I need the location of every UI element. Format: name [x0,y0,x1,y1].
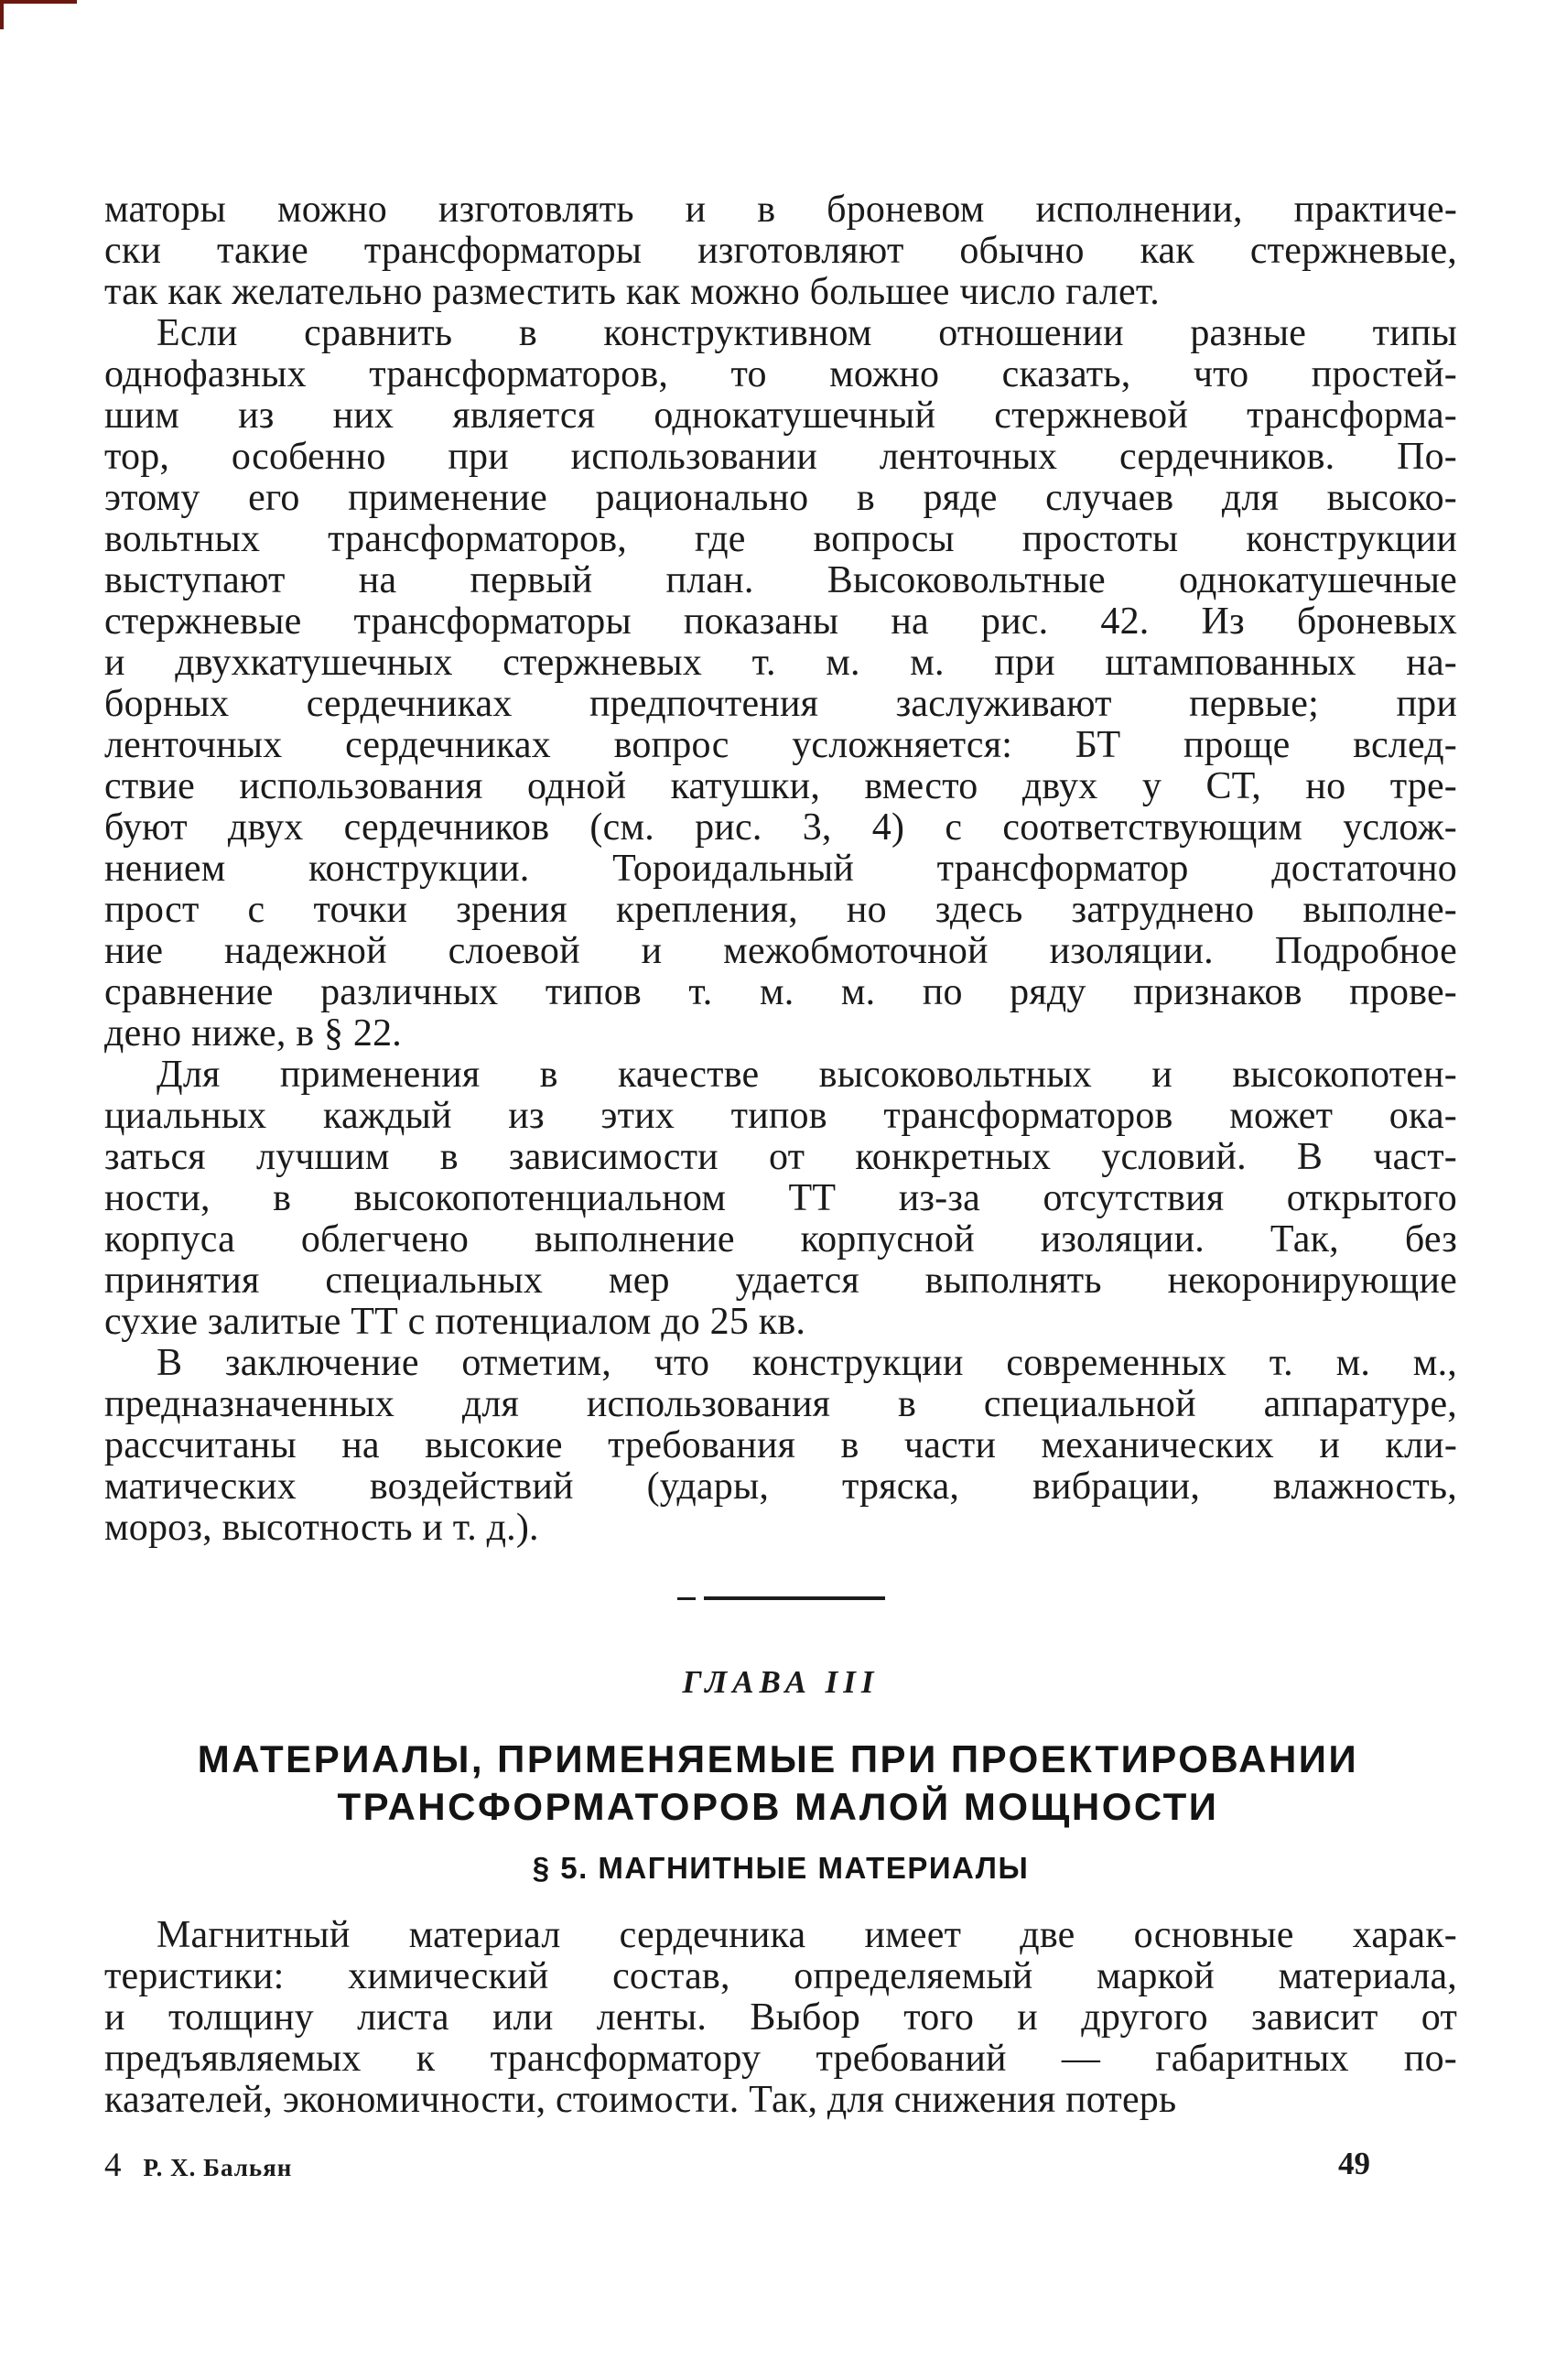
signature-author-name: Р. Х. Бальян [143,2154,293,2181]
chapter-title-line1: МАТЕРИАЛЫ, ПРИМЕНЯЕМЫЕ ПРИ ПРОЕКТИРОВАНИИ [197,1737,1359,1780]
section-divider [104,1596,1457,1600]
text-line: ние надежной слоевой и межобмоточной изоляции. Подробное [104,930,1457,972]
text-line: шим из них является однокатушечный стержневой трансформа- [104,395,1457,437]
page-number: 49 [1338,2146,1370,2181]
main-text-block [104,189,1457,1549]
text-line: предъявляемых к трансформатору требований — габаритных по- [104,2038,1457,2080]
text-line: ствие использования одной катушки, вместо двух у СТ, но тре- [104,765,1457,807]
text-line: дено ниже, в § 22. [104,1012,402,1055]
section-heading: § 5. МАГНИТНЫЕ МАТЕРИАЛЫ [532,1851,1030,1885]
section-text-block [104,1915,1457,2121]
paragraph [104,189,1457,313]
text-line: ски такие трансформаторы изготовляют обычно как стержневые, [104,230,1457,272]
scan-artifact-left-edge [0,0,4,29]
signature-number: 4 [104,2147,122,2184]
text-line: ленточных сердечниках вопрос усложняется: БТ проще вслед- [104,724,1457,766]
paragraph [104,313,1457,1055]
text-line: выступают на первый план. Высоковольтные однокатушечные [104,559,1457,601]
text-line: принятия специальных мер удается выполнять некоронирующие [104,1260,1457,1302]
text-line: буют двух сердечников (см. рис. 3, 4) с соответствующим услож- [104,806,1457,849]
text-line: мороз, высотность и т. д.). [104,1507,539,1549]
paragraph [104,1343,1457,1549]
footer-signature [104,2146,292,2185]
text-line: и толщину листа или ленты. Выбор того и другого зависит от [104,1996,1457,2039]
text-line: заться лучшим в зависимости от конкретных условий. В част- [104,1136,1457,1178]
text-line: этому его применение рационально в ряде случаев для высоко- [104,477,1457,519]
chapter-title-line2: ТРАНСФОРМАТОРОВ МАЛОЙ МОЩНОСТИ [337,1785,1219,1828]
divider-bar [704,1596,885,1600]
text-line: корпуса облегчено выполнение корпусной изоляции. Так, без [104,1218,1457,1260]
text-line: теристики: химический состав, определяемый маркой материала, [104,1955,1457,1997]
text-line: прост с точки зрения крепления, но здесь затруднено выполне- [104,889,1457,931]
text-line: Если сравнить в конструктивном отношении разные типы [157,312,1457,354]
paragraph [104,1055,1457,1343]
text-line: В заключение отметим, что конструкции современных т. м. м., [157,1342,1457,1384]
text-line: сухие залитые ТТ с потенциалом до 25 кв. [104,1301,806,1343]
scan-artifact-top-edge [0,0,77,4]
text-line: однофазных трансформаторов, то можно сказать, что простей- [104,353,1457,395]
text-line: нением конструкции. Тороидальный трансформатор достаточно [104,848,1457,890]
text-line: матических воздействий (удары, тряска, вибрации, влажность, [104,1466,1457,1508]
paragraph [104,1915,1457,2121]
text-line: маторы можно изготовлять и в броневом исполнении, практиче- [104,189,1457,231]
text-line: вольтных трансформаторов, где вопросы простоты конструкции [104,518,1457,560]
chapter-title [55,1736,1501,1831]
text-line: казателей, экономичности, стоимости. Так, для снижения потерь [104,2079,1177,2121]
text-line: циальных каждый из этих типов трансформаторов может ока- [104,1095,1457,1137]
divider-dash [677,1597,696,1600]
text-line: Для применения в качестве высоковольтных и высокопотен- [157,1054,1457,1096]
text-line: тор, особенно при использовании ленточных сердечников. По- [104,436,1457,478]
text-line: борных сердечниках предпочтения заслуживают первые; при [104,683,1457,725]
text-line: сравнение различных типов т. м. м. по ряду признаков прове- [104,971,1457,1013]
text-line: рассчитаны на высокие требования в части механических и кли- [104,1424,1457,1466]
text-line: ности, в высокопотенциальном ТТ из-за отсутствия открытого [104,1177,1457,1219]
text-line: Магнитный материал сердечника имеет две основные харак- [157,1914,1457,1956]
text-line: стержневые трансформаторы показаны на рис. 42. Из броневых [104,600,1457,643]
text-line: так как желательно разместить как можно большее число галет. [104,271,1160,313]
chapter-label: ГЛАВА III [682,1664,880,1700]
text-line: и двухкатушечных стержневых т. м. м. при штампованных на- [104,642,1457,684]
text-line: предназначенных для использования в специальной аппаратуре, [104,1383,1457,1425]
